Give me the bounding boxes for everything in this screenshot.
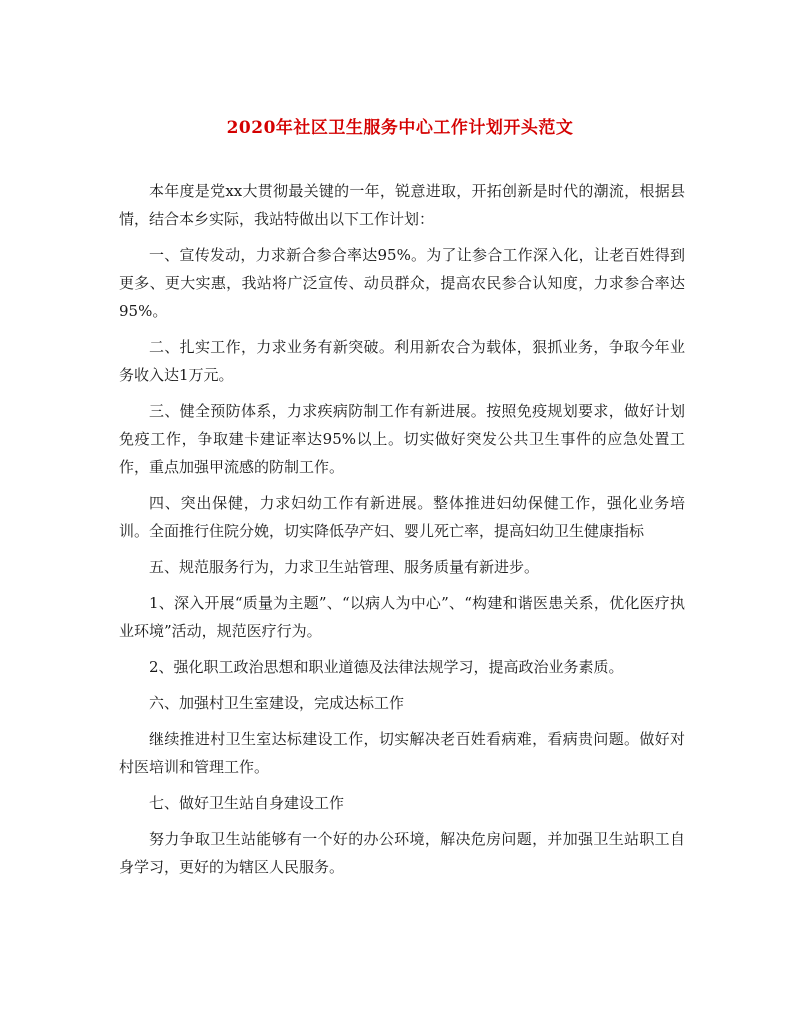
paragraph: 七、做好卫生站自身建设工作 [149,794,345,812]
paragraph: 四、突出保健，力求妇幼工作有新进展。整体推进妇幼保健工作，强化业务培训。全面推行住院分娩，切实降低孕产妇、婴儿死亡率，提高妇幼卫生健康指标 [119,494,685,540]
paragraph: 本年度是党xx大贯彻最关键的一年，锐意进取，开拓创新是时代的潮流，根据县情，结合本乡实际，我站特做出以下工作计划： [119,182,685,228]
paragraph: 继续推进村卫生室达标建设工作，切实解决老百姓看病难，看病贵问题。做好对村医培训和管理工作。 [119,730,685,776]
paragraph: 2、强化职工政治思想和职业道德及法律法规学习，提高政治业务素质。 [149,658,624,676]
paragraph: 努力争取卫生站能够有一个好的办公环境，解决危房问题，并加强卫生站职工自身学习，更好的为辖区人民服务。 [119,830,685,876]
paragraph: 三、健全预防体系，力求疾病防制工作有新进展。按照免疫规划要求，做好计划免疫工作，争取建卡建证率达95%以上。切实做好突发公共卫生事件的应急处置工作，重点加强甲流感的防制工作。 [119,402,685,476]
paragraph: 六、加强村卫生室建设，完成达标工作 [149,694,405,712]
document-body [119,177,685,889]
paragraph: 1、深入开展“质量为主题”、“以病人为中心”、“构建和谐医患关系，优化医疗执业环境”活动，规范医疗行为。 [119,594,685,640]
paragraph: 一、宣传发动，力求新合参合率达95%。为了让参合工作深入化，让老百姓得到更多、更大实惠，我站将广泛宣传、动员群众，提高农民参合认知度，力求参合率达95%。 [119,246,685,320]
paragraph: 二、扎实工作，力求业务有新突破。利用新农合为载体，狠抓业务，争取今年业务收入达1万元。 [119,338,685,384]
paragraph: 五、规范服务行为，力求卫生站管理、服务质量有新进步。 [149,558,540,576]
document-title: 2020年社区卫生服务中心工作计划开头范文 [226,118,574,138]
